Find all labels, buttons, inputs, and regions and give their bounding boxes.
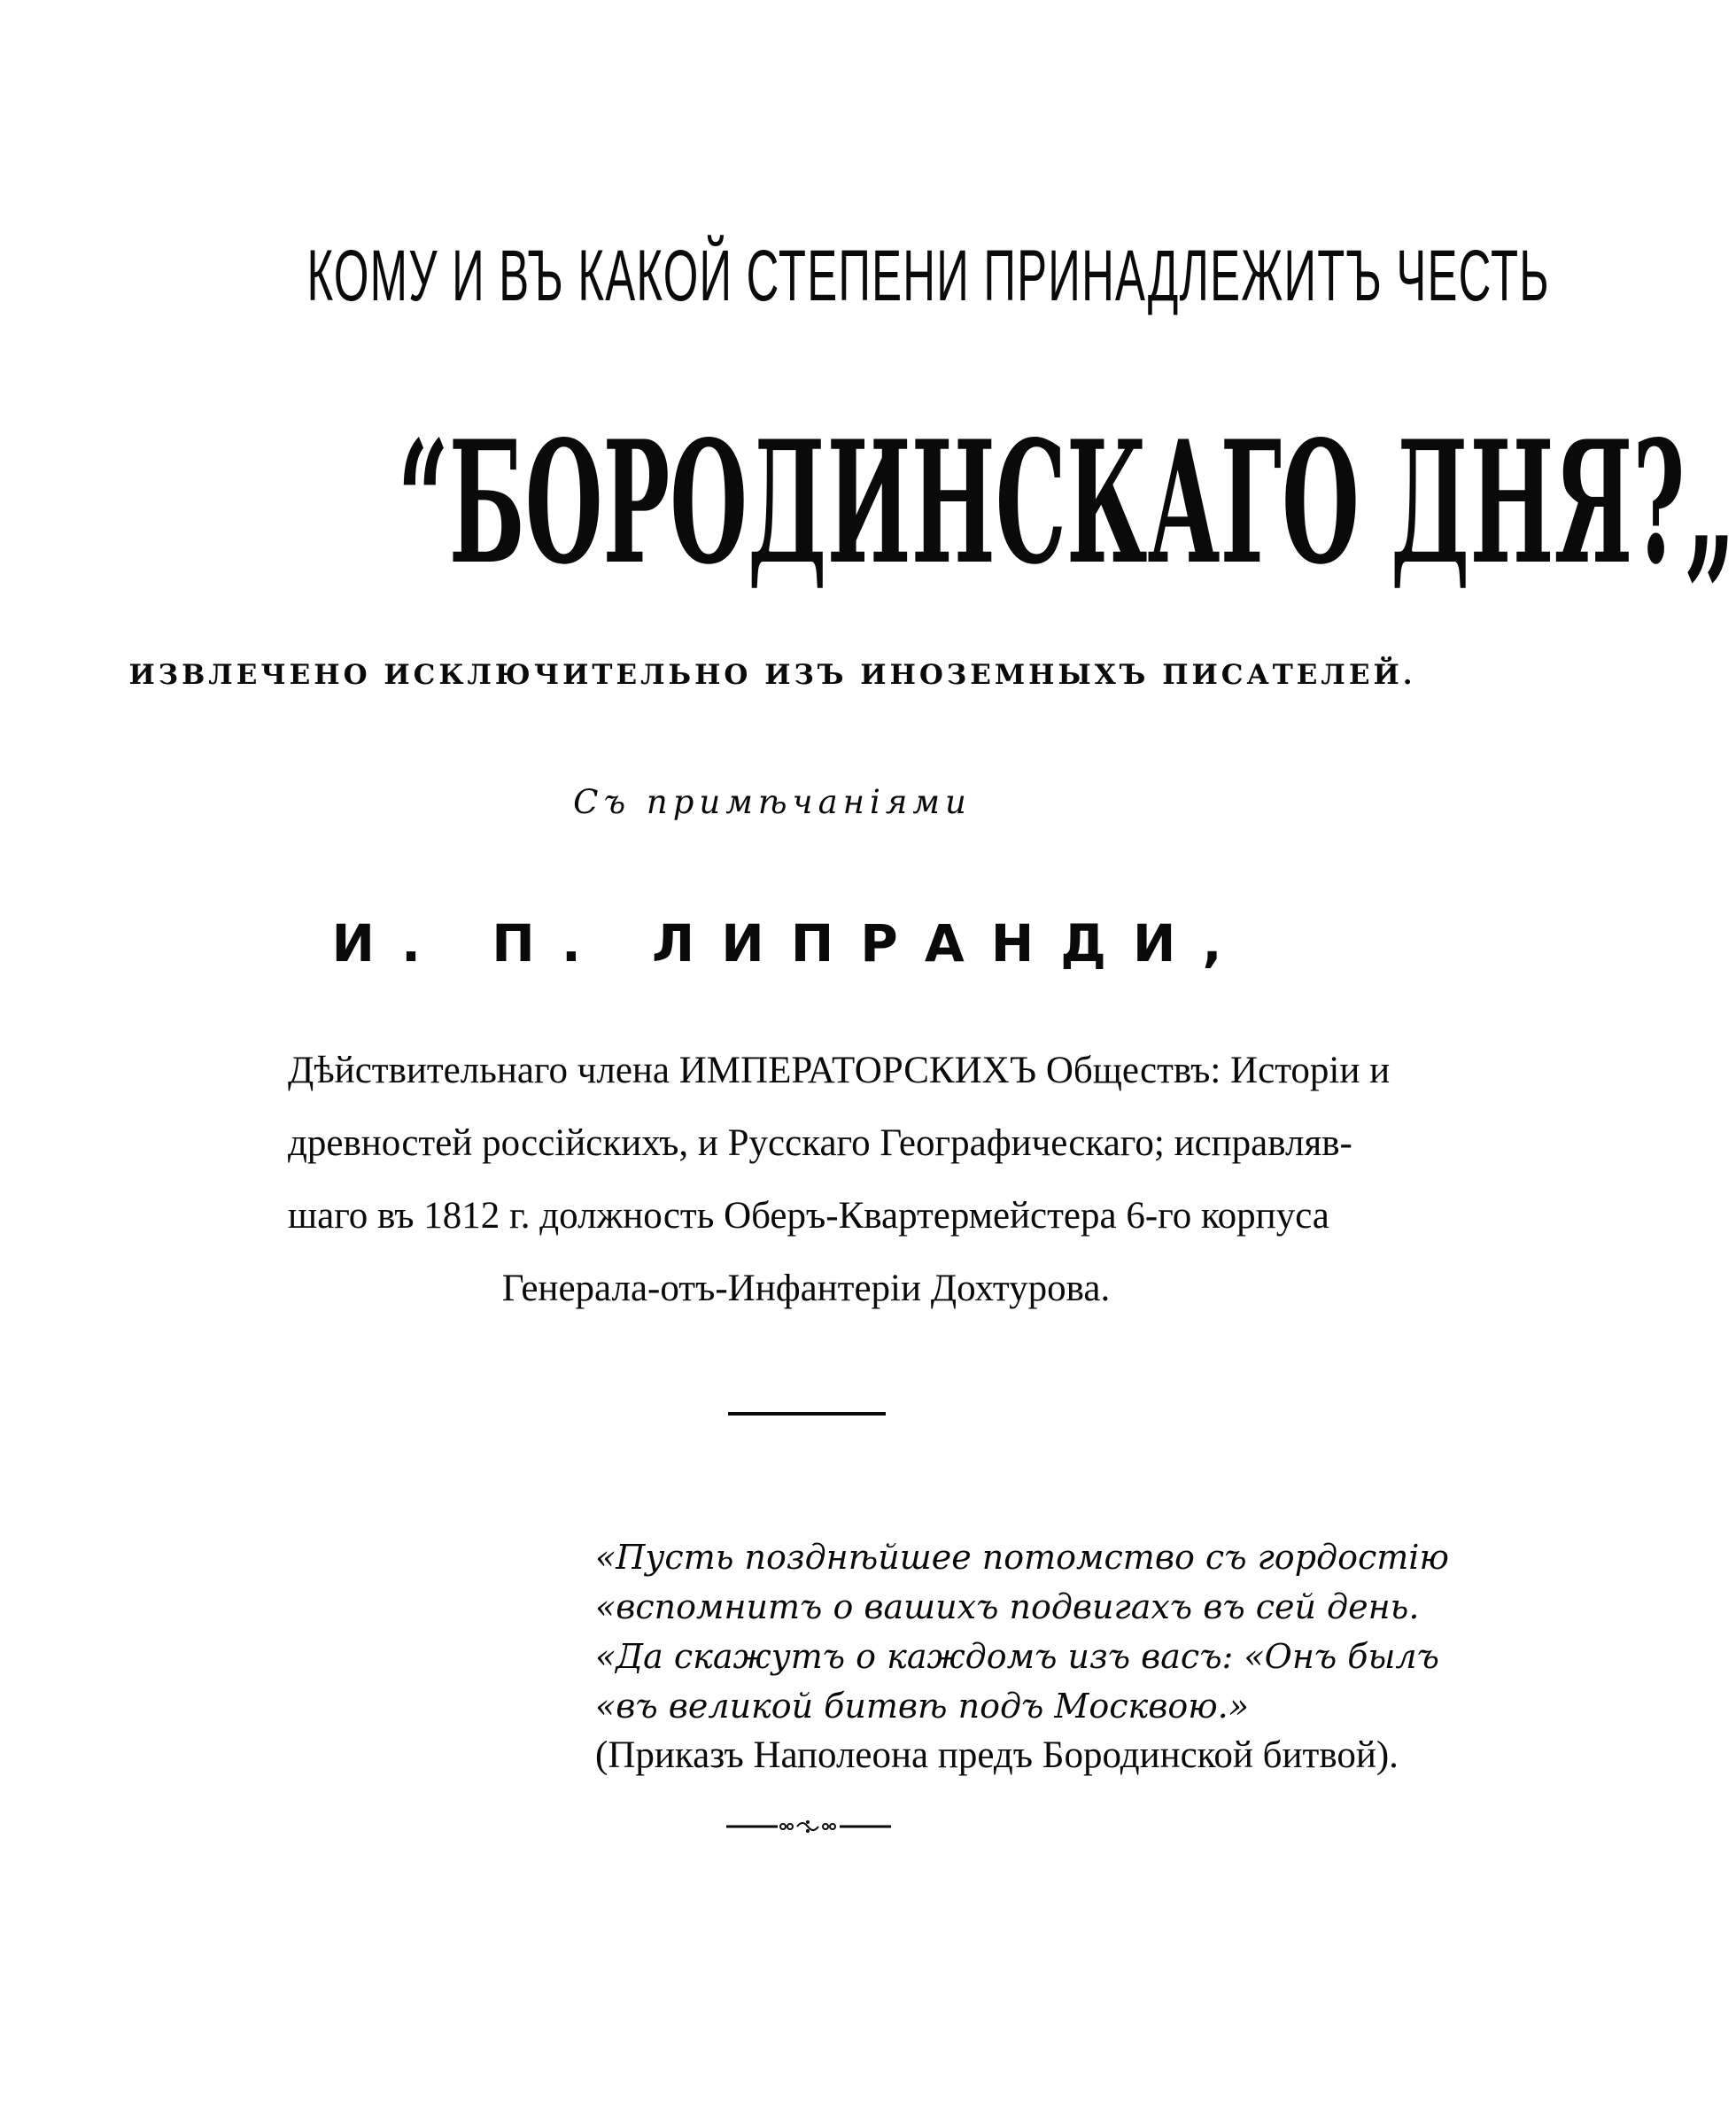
bio-line: древностей россійскихъ, и Русскаго Географическаго; исправляв-	[288, 1122, 1352, 1164]
bio-line: Дѣйствительнаго члена ИМПЕРАТОРСКИХЪ Обществъ: Исторіи и	[288, 1050, 1391, 1091]
divider-rule	[728, 1412, 886, 1416]
with-notes-line: Съ примѣчаніями	[573, 783, 972, 821]
epigraph	[595, 1532, 1449, 1780]
epigraph-line: «Да скажутъ о каждомъ изъ васъ: «Онъ былъ	[595, 1637, 1439, 1676]
epigraph-line: «Пусть позднѣйшее потомство съ гордостію	[595, 1538, 1449, 1577]
ornament-divider-icon	[726, 1816, 891, 1837]
title-line-2: “БОРОДИНСКАГО ДНЯ?„	[397, 404, 1736, 601]
epigraph-attribution: (Приказъ Наполеона предъ Бородинской битвой).	[595, 1734, 1399, 1776]
subtitle: ИЗВЛЕЧЕНО ИСКЛЮЧИТЕЛЬНО ИЗЪ ИНОЗЕМНЫХЪ ПИСАТЕЛЕЙ.	[128, 659, 1416, 691]
bio-line: шаго въ 1812 г. должность Оберъ-Квартермейстера 6-го корпуса	[288, 1195, 1329, 1237]
bio-line: Генерала-отъ-Инфантеріи Дохтурова.	[501, 1268, 1111, 1309]
epigraph-line: «вспомнитъ о вашихъ подвигахъ въ сей день.	[595, 1587, 1420, 1626]
epigraph-line: «въ великой битвѣ подъ Москвою.»	[595, 1687, 1249, 1726]
title-line-1: КОМУ И ВЪ КАКОЙ СТЕПЕНИ ПРИНАДЛЕЖИТЪ ЧЕСТЬ	[306, 236, 1550, 316]
author-name: И. П. ЛИПРАНДИ,	[331, 913, 1249, 974]
author-biography	[288, 1035, 1391, 1325]
